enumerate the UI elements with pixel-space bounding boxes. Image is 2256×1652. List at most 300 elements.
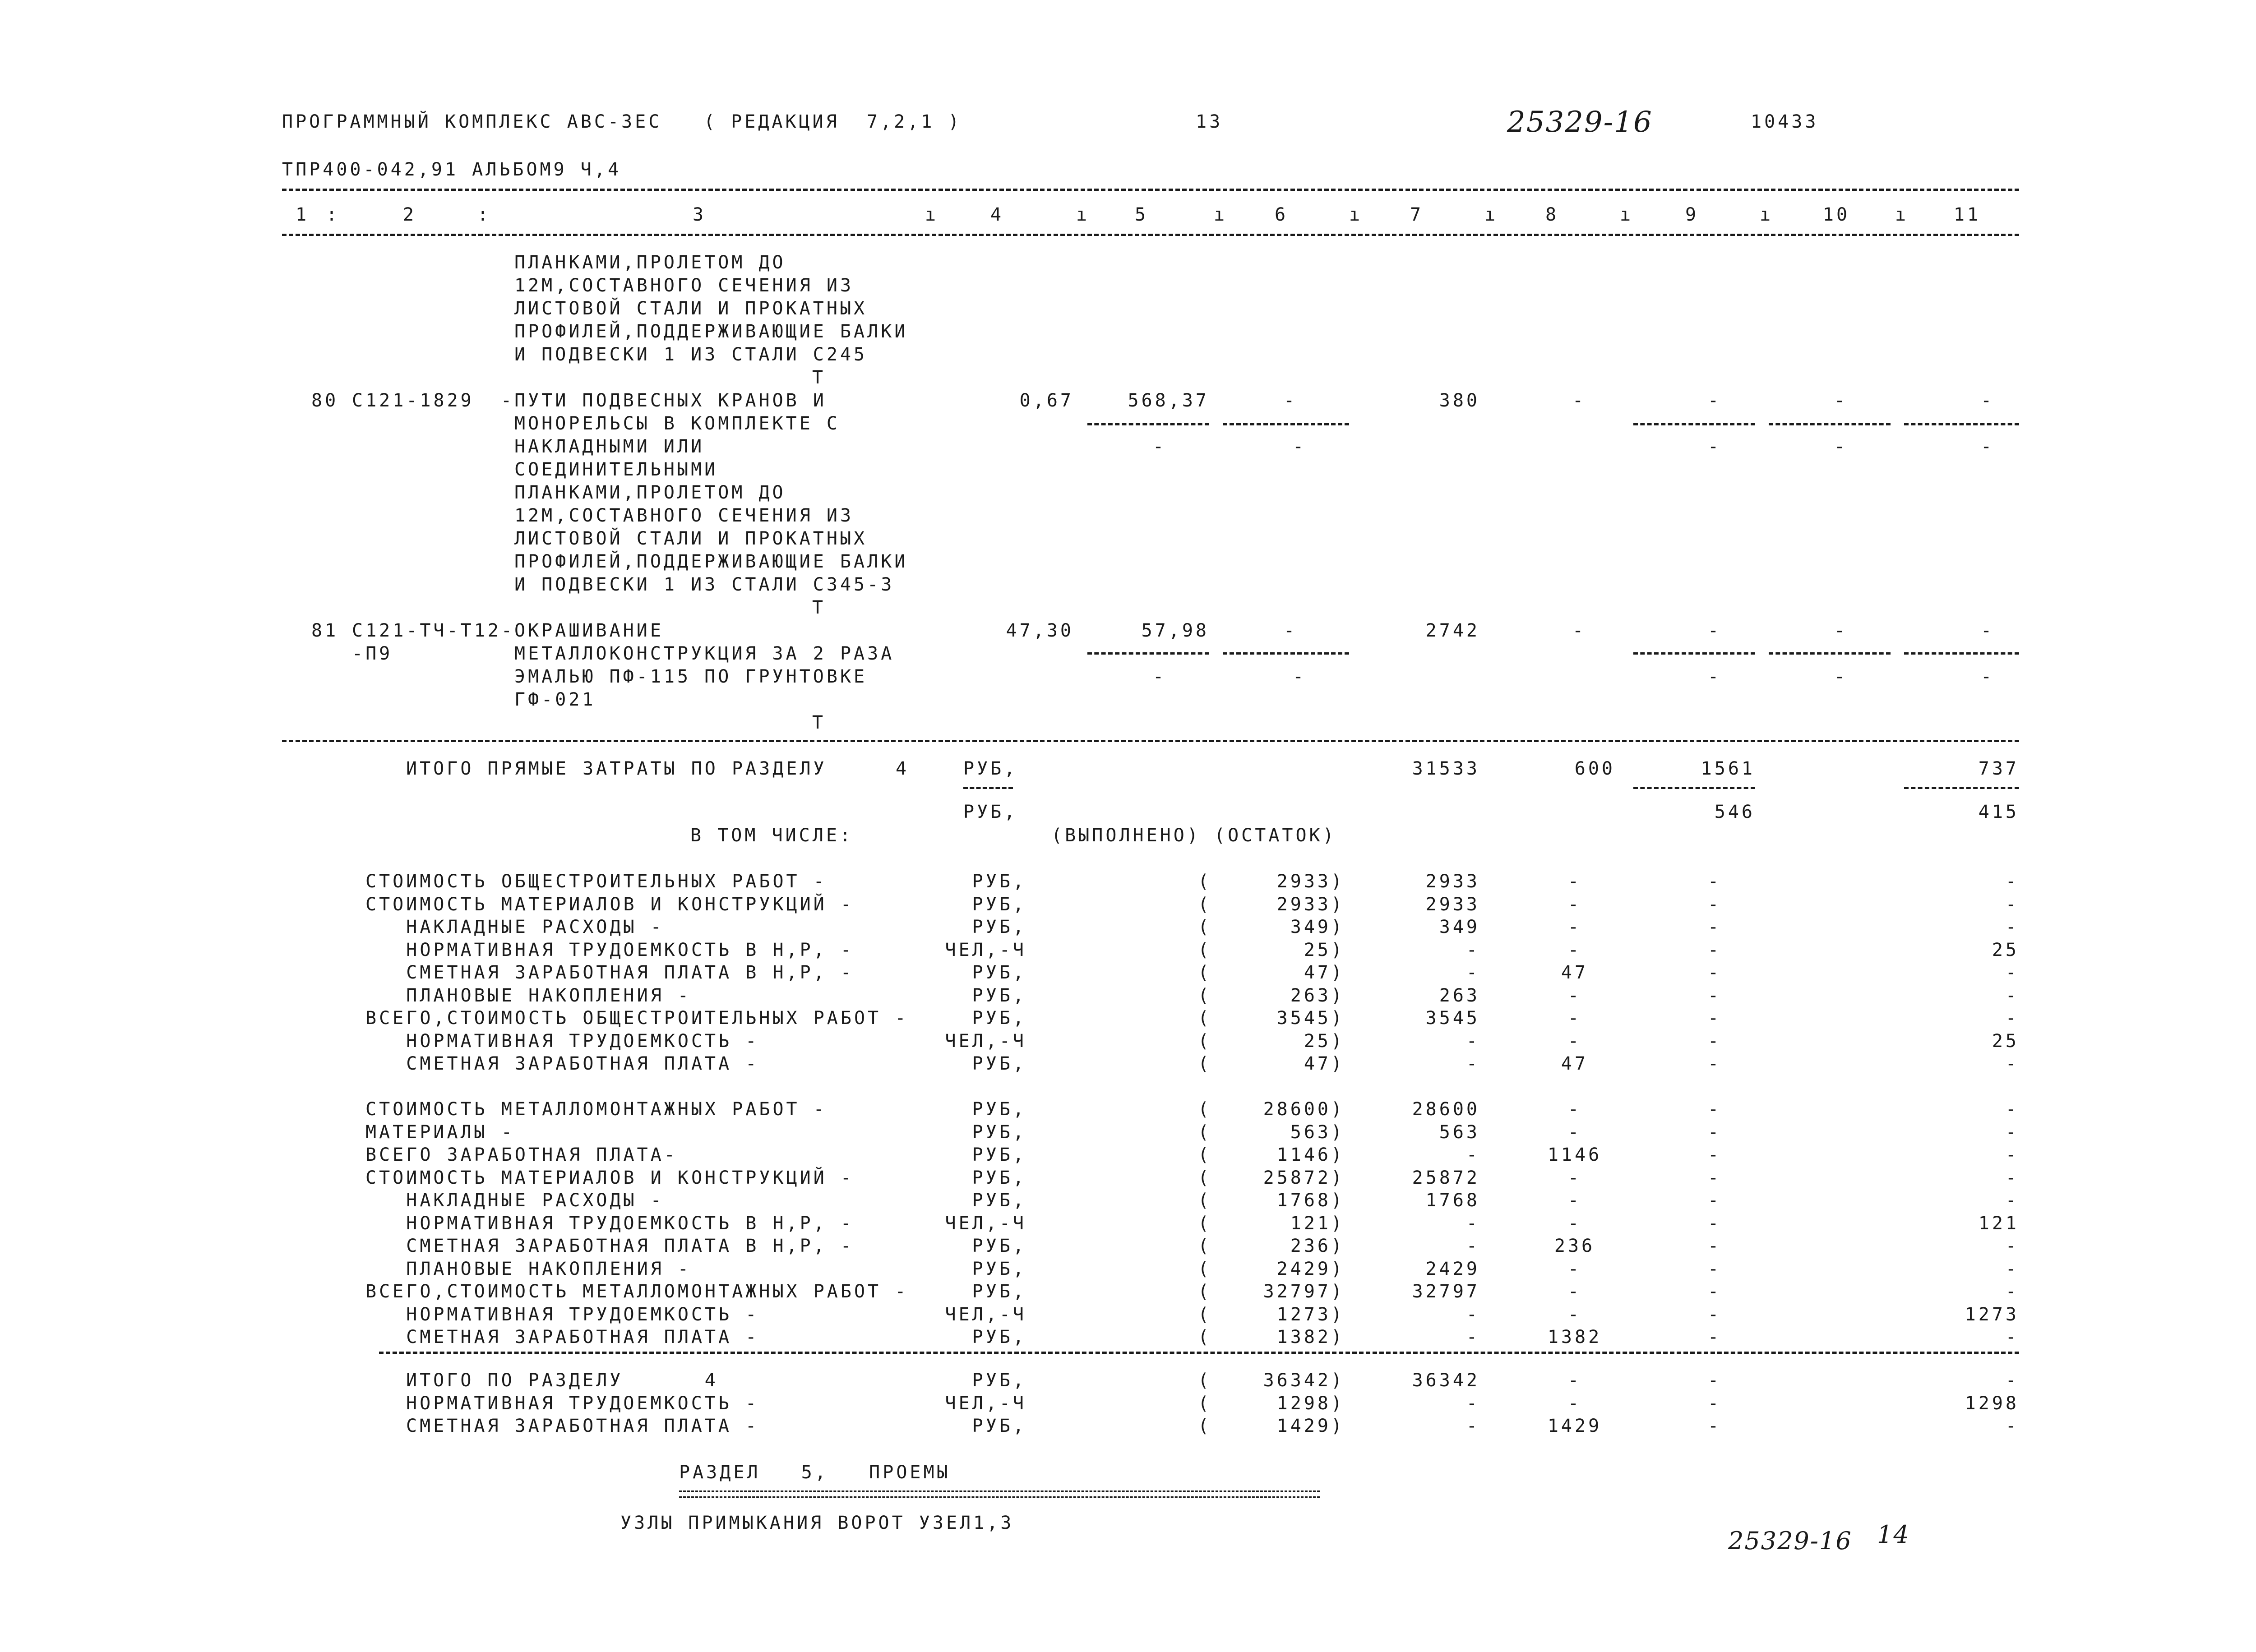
item-description-line: ПЛАНКАМИ,ПРОЛЕТОМ ДО xyxy=(514,252,786,273)
row-label: НОРМАТИВНАЯ ТРУДОЕМКОСТЬ В Н,Р, - xyxy=(365,940,854,960)
row-col8: 236 xyxy=(1554,1236,1595,1256)
row-done-open: ( xyxy=(1197,1053,1212,1074)
row-col9: - xyxy=(1707,1144,1722,1165)
row-label: ПЛАНОВЫЕ НАКОПЛЕНИЯ - xyxy=(365,985,691,1006)
direct2-col9: 546 xyxy=(1714,802,1755,822)
row-done-value: 1429 xyxy=(1276,1416,1331,1436)
value-dash: - xyxy=(1292,666,1307,687)
col-num-7: 7 xyxy=(1410,204,1424,225)
row-done-close: ) xyxy=(1331,1008,1345,1029)
row-col11: - xyxy=(2005,1167,2019,1188)
row-col11: - xyxy=(2005,1122,2019,1143)
row-done-value: 2933 xyxy=(1276,871,1331,892)
value-dash: - xyxy=(1980,666,1995,687)
row-done-value: 32797 xyxy=(1263,1281,1331,1302)
row-col11: 25 xyxy=(1992,940,2019,960)
row-done-value: 47 xyxy=(1304,1053,1331,1074)
col-num-11: 11 xyxy=(1953,204,1981,225)
row-col7: - xyxy=(1466,1393,1480,1414)
row-col8: 1382 xyxy=(1547,1327,1602,1347)
row-done-close: ) xyxy=(1331,1259,1345,1279)
item-quantity: 47,30 xyxy=(1006,620,1074,641)
row-label: СТОИМОСТЬ МЕТАЛЛОМОНТАЖНЫХ РАБОТ - xyxy=(365,1099,827,1120)
row-col7: 263 xyxy=(1439,985,1480,1006)
row-col9: - xyxy=(1707,917,1722,937)
row-label: ВСЕГО,СТОИМОСТЬ МЕТАЛЛОМОНТАЖНЫХ РАБОТ - xyxy=(365,1281,909,1302)
album-label: ТПР400-042,91 АЛЬБОМ9 Ч,4 xyxy=(282,159,622,180)
row-done-open: ( xyxy=(1197,940,1212,960)
row-col9: - xyxy=(1707,871,1722,892)
row-col11: 25 xyxy=(1992,1031,2019,1052)
value-dash: - xyxy=(1707,390,1722,411)
col-separator: ı xyxy=(1349,204,1363,225)
row-label: НАКЛАДНЫЕ РАСХОДЫ - xyxy=(365,917,664,937)
row-done-value: 236 xyxy=(1290,1236,1331,1256)
col-separator: ı xyxy=(1760,204,1774,225)
row-unit: РУБ, xyxy=(972,917,1026,937)
row-col11: - xyxy=(2005,1099,2019,1120)
row-done-open: ( xyxy=(1197,1304,1212,1325)
row-col11: - xyxy=(2005,1053,2019,1074)
row-col7: - xyxy=(1466,1053,1480,1074)
section-number: 4 xyxy=(896,758,910,779)
fraction-rule xyxy=(1223,652,1349,655)
edition-label: ( РЕДАКЦИЯ 7,2,1 ) xyxy=(704,111,962,132)
row-col11: - xyxy=(2005,871,2019,892)
row-unit: РУБ, xyxy=(972,871,1026,892)
row-label: СМЕТНАЯ ЗАРАБОТНАЯ ПЛАТА В Н,Р, - xyxy=(365,962,854,983)
row-col8: - xyxy=(1567,917,1582,937)
row-label: СМЕТНАЯ ЗАРАБОТНАЯ ПЛАТА - xyxy=(365,1327,759,1347)
item-description-line: 12М,СОСТАВНОГО СЕЧЕНИЯ ИЗ xyxy=(514,505,854,526)
row-col11: - xyxy=(2005,1259,2019,1279)
item-description-line: СОЕДИНИТЕЛЬНЫМИ xyxy=(514,459,718,480)
col-separator: ı xyxy=(1076,204,1090,225)
row-col9: - xyxy=(1707,1122,1722,1143)
row-col8: - xyxy=(1567,1304,1582,1325)
item-description-line: МЕТАЛЛОКОНСТРУКЦИЯ ЗА 2 РАЗА xyxy=(514,643,895,664)
row-done-close: ) xyxy=(1331,894,1345,915)
row-done-open: ( xyxy=(1197,962,1212,983)
unit-label: РУБ, xyxy=(963,802,1018,822)
row-col9: - xyxy=(1707,1008,1722,1029)
row-col11: - xyxy=(2005,1236,2019,1256)
row-done-close: ) xyxy=(1331,871,1345,892)
value-dash: - xyxy=(1572,390,1586,411)
row-done-open: ( xyxy=(1197,1190,1212,1211)
row-done-value: 36342 xyxy=(1263,1370,1331,1391)
row-done-open: ( xyxy=(1197,1393,1212,1414)
row-label: СМЕТНАЯ ЗАРАБОТНАЯ ПЛАТА - xyxy=(406,1416,759,1436)
row-unit: РУБ, xyxy=(972,962,1026,983)
direct-total: 31533 xyxy=(1412,758,1480,779)
row-unit: РУБ, xyxy=(972,1099,1026,1120)
row-done-value: 25 xyxy=(1304,940,1331,960)
row-done-open: ( xyxy=(1197,1144,1212,1165)
unit-label: РУБ, xyxy=(963,758,1018,779)
row-done-open: ( xyxy=(1197,917,1212,937)
row-done-value: 2933 xyxy=(1276,894,1331,915)
row-col7: - xyxy=(1466,1236,1480,1256)
item-description-line: ОКРАШИВАНИЕ xyxy=(514,620,664,641)
row-done-close: ) xyxy=(1331,1393,1345,1414)
item-description-line: ПРОФИЛЕЙ,ПОДДЕРЖИВАЮЩИЕ БАЛКИ xyxy=(514,321,908,342)
col-separator: ı xyxy=(1214,204,1228,225)
row-done-open: ( xyxy=(1197,1416,1212,1436)
item-description-line: -ПУТИ ПОДВЕСНЫХ КРАНОВ И xyxy=(501,390,827,411)
row-col8: - xyxy=(1567,1393,1582,1414)
section5-title: РАЗДЕЛ 5, ПРОЕМЫ xyxy=(679,1462,951,1483)
row-done-open: ( xyxy=(1197,1236,1212,1256)
section5-subtitle: УЗЛЫ ПРИМЫКАНИЯ ВОРОТ УЗЕЛ1,3 xyxy=(620,1513,1014,1533)
row-label: СМЕТНАЯ ЗАРАБОТНАЯ ПЛАТА В Н,Р, - xyxy=(365,1236,854,1256)
row-unit: РУБ, xyxy=(972,1281,1026,1302)
row-done-value: 1146 xyxy=(1276,1144,1331,1165)
row-col8: 1146 xyxy=(1547,1144,1602,1165)
value-dash: - xyxy=(1152,666,1167,687)
col-separator: : xyxy=(477,204,491,225)
row-col11: - xyxy=(2005,917,2019,937)
row-col11: - xyxy=(2005,1416,2019,1436)
row-col7: 349 xyxy=(1439,917,1480,937)
item-number: 80 xyxy=(311,390,339,411)
row-col8: - xyxy=(1567,940,1582,960)
row-unit: РУБ, xyxy=(972,1259,1026,1279)
row-done-close: ) xyxy=(1331,1236,1345,1256)
fraction-rule xyxy=(963,787,1013,789)
item-description-line: И ПОДВЕСКИ 1 ИЗ СТАЛИ С245 xyxy=(514,344,868,365)
row-done-value: 349 xyxy=(1290,917,1331,937)
row-done-open: ( xyxy=(1197,1167,1212,1188)
row-done-close: ) xyxy=(1331,1370,1345,1391)
col-separator: ı xyxy=(1895,204,1909,225)
row-col7: 2933 xyxy=(1425,871,1480,892)
row-done-value: 1768 xyxy=(1276,1190,1331,1211)
row-unit: РУБ, xyxy=(972,1008,1026,1029)
row-col7: 36342 xyxy=(1412,1370,1480,1391)
done-remaining-label: (ВЫПОЛНЕНО) (ОСТАТОК) xyxy=(1051,825,1336,846)
row-col7: - xyxy=(1466,1213,1480,1234)
value-dash: - xyxy=(1834,390,1848,411)
row-label: СТОИМОСТЬ МАТЕРИАЛОВ И КОНСТРУКЦИЙ - xyxy=(365,894,854,915)
direct2-col11: 415 xyxy=(1978,802,2019,822)
row-done-close: ) xyxy=(1331,1053,1345,1074)
item-unit-price: 57,98 xyxy=(1141,620,1209,641)
row-done-close: ) xyxy=(1331,1281,1345,1302)
row-label: МАТЕРИАЛЫ - xyxy=(365,1122,515,1143)
row-col9: - xyxy=(1707,1370,1722,1391)
row-label: ИТОГО ПО РАЗДЕЛУ 4 xyxy=(406,1370,718,1391)
row-unit: ЧЕЛ,-Ч xyxy=(945,1393,1026,1414)
row-col7: - xyxy=(1466,1031,1480,1052)
row-label: ВСЕГО,СТОИМОСТЬ ОБЩЕСТРОИТЕЛЬНЫХ РАБОТ - xyxy=(365,1008,909,1029)
item-description-line: ЭМАЛЬЮ ПФ-115 ПО ГРУНТОВКЕ xyxy=(514,666,868,687)
including-label: В ТОМ ЧИСЛЕ: xyxy=(690,825,853,846)
fraction-rule xyxy=(1223,423,1349,425)
col-num-8: 8 xyxy=(1545,204,1559,225)
row-col11: - xyxy=(2005,1008,2019,1029)
row-done-value: 25872 xyxy=(1263,1167,1331,1188)
row-done-close: ) xyxy=(1331,1122,1345,1143)
header-rule-bottom xyxy=(282,234,2019,236)
row-done-value: 28600 xyxy=(1263,1099,1331,1120)
row-done-value: 121 xyxy=(1290,1213,1331,1234)
row-done-open: ( xyxy=(1197,1031,1212,1052)
item-description-line: ГФ-021 xyxy=(514,689,596,710)
row-done-close: ) xyxy=(1331,962,1345,983)
section-total-rule xyxy=(379,1352,2019,1354)
col-separator: ı xyxy=(925,204,939,225)
item-unit-price: 568,37 xyxy=(1128,390,1209,411)
item-description-line: НАКЛАДНЫМИ ИЛИ xyxy=(514,436,705,457)
row-col11: - xyxy=(2005,894,2019,915)
row-done-open: ( xyxy=(1197,1213,1212,1234)
value-dash: - xyxy=(1834,620,1848,641)
direct-costs-label: ИТОГО ПРЯМЫЕ ЗАТРАТЫ ПО РАЗДЕЛУ xyxy=(406,758,827,779)
row-unit: РУБ, xyxy=(972,1053,1026,1074)
fraction-rule xyxy=(1769,423,1891,425)
value-dash: - xyxy=(1980,620,1995,641)
row-col8: - xyxy=(1567,871,1582,892)
value-dash: - xyxy=(1980,390,1995,411)
row-col11: - xyxy=(2005,1327,2019,1347)
row-col8: - xyxy=(1567,1122,1582,1143)
row-col8: - xyxy=(1567,1213,1582,1234)
row-label: ВСЕГО ЗАРАБОТНАЯ ПЛАТА- xyxy=(365,1144,678,1165)
row-col8: 47 xyxy=(1561,1053,1589,1074)
row-col11: - xyxy=(2005,1144,2019,1165)
row-col9: - xyxy=(1707,1416,1722,1436)
col-num-9: 9 xyxy=(1685,204,1699,225)
item-number: 81 xyxy=(311,620,339,641)
fraction-rule xyxy=(1904,787,2019,789)
row-col8: - xyxy=(1567,1190,1582,1211)
row-unit: РУБ, xyxy=(972,1416,1026,1436)
row-unit: ЧЕЛ,-Ч xyxy=(945,1213,1026,1234)
row-unit: РУБ, xyxy=(972,1370,1026,1391)
item-description-line: ЛИСТОВОЙ СТАЛИ И ПРОКАТНЫХ xyxy=(514,298,868,319)
item-description-line: ЛИСТОВОЙ СТАЛИ И ПРОКАТНЫХ xyxy=(514,528,868,549)
direct-col9: 1561 xyxy=(1701,758,1755,779)
row-col8: 1429 xyxy=(1547,1416,1602,1436)
row-unit: РУБ, xyxy=(972,1190,1026,1211)
direct-col8: 600 xyxy=(1574,758,1615,779)
item-description-line: 12М,СОСТАВНОГО СЕЧЕНИЯ ИЗ xyxy=(514,275,854,296)
fraction-rule xyxy=(1769,652,1891,655)
item-description-line: И ПОДВЕСКИ 1 ИЗ СТАЛИ С345-3 xyxy=(514,574,895,595)
row-label: НАКЛАДНЫЕ РАСХОДЫ - xyxy=(365,1190,664,1211)
header-rule-top xyxy=(282,189,2019,191)
col-separator: ı xyxy=(1484,204,1498,225)
row-label: СТОИМОСТЬ ОБЩЕСТРОИТЕЛЬНЫХ РАБОТ - xyxy=(365,871,827,892)
row-col7: - xyxy=(1466,962,1480,983)
item-mark: Т xyxy=(812,712,826,733)
row-done-open: ( xyxy=(1197,1281,1212,1302)
row-col11: 1273 xyxy=(1965,1304,2019,1325)
value-dash: - xyxy=(1707,666,1722,687)
item-description-line: ПЛАНКАМИ,ПРОЛЕТОМ ДО xyxy=(514,482,786,503)
row-col11: - xyxy=(2005,1370,2019,1391)
handwritten-doc-number: 25329-16 xyxy=(1507,106,1653,139)
row-col8: - xyxy=(1567,1031,1582,1052)
col-num-10: 10 xyxy=(1822,204,1850,225)
row-done-open: ( xyxy=(1197,1008,1212,1029)
row-col7: 2429 xyxy=(1425,1259,1480,1279)
document-code: 10433 xyxy=(1751,111,1819,132)
row-col9: - xyxy=(1707,1259,1722,1279)
row-col8: - xyxy=(1567,1008,1582,1029)
item-mark: Т xyxy=(812,597,826,618)
row-col8: - xyxy=(1567,985,1582,1006)
item-code-cont: -П9 xyxy=(352,643,393,664)
row-done-open: ( xyxy=(1197,1370,1212,1391)
row-unit: РУБ, xyxy=(972,1236,1026,1256)
fraction-rule xyxy=(1633,423,1755,425)
value-dash: - xyxy=(1283,620,1298,641)
items-end-rule xyxy=(282,740,2019,742)
row-col11: - xyxy=(2005,985,2019,1006)
row-col7: - xyxy=(1466,940,1480,960)
value-dash: - xyxy=(1707,436,1722,457)
program-name: ПРОГРАММНЫЙ КОМПЛЕКС АВС-3ЕС xyxy=(282,111,662,132)
col-num-1: 1 xyxy=(295,204,310,225)
row-label: СМЕТНАЯ ЗАРАБОТНАЯ ПЛАТА - xyxy=(365,1053,759,1074)
row-col9: - xyxy=(1707,1327,1722,1347)
value-dash: - xyxy=(1292,436,1307,457)
row-done-value: 1273 xyxy=(1276,1304,1331,1325)
row-col9: - xyxy=(1707,1031,1722,1052)
direct-col11: 737 xyxy=(1978,758,2019,779)
row-done-close: ) xyxy=(1331,1213,1345,1234)
row-done-open: ( xyxy=(1197,1122,1212,1143)
row-col11: - xyxy=(2005,1190,2019,1211)
row-col8: - xyxy=(1567,1259,1582,1279)
row-col9: - xyxy=(1707,1167,1722,1188)
row-col7: 32797 xyxy=(1412,1281,1480,1302)
row-col9: - xyxy=(1707,894,1722,915)
col-num-2: 2 xyxy=(402,204,417,225)
row-col8: 47 xyxy=(1561,962,1589,983)
row-col7: - xyxy=(1466,1144,1480,1165)
row-done-open: ( xyxy=(1197,985,1212,1006)
row-col7: - xyxy=(1466,1304,1480,1325)
row-col7: - xyxy=(1466,1327,1480,1347)
row-label: НОРМАТИВНАЯ ТРУДОЕМКОСТЬ - xyxy=(365,1304,759,1325)
row-done-open: ( xyxy=(1197,871,1212,892)
row-unit: ЧЕЛ,-Ч xyxy=(945,1304,1026,1325)
row-col8: - xyxy=(1567,894,1582,915)
item-code: С121-1829 xyxy=(352,390,474,411)
row-unit: РУБ, xyxy=(972,1167,1026,1188)
row-col11: 121 xyxy=(1978,1213,2019,1234)
item-total: 2742 xyxy=(1425,620,1480,641)
row-done-close: ) xyxy=(1331,1031,1345,1052)
value-dash: - xyxy=(1572,620,1586,641)
item-quantity: 0,67 xyxy=(1019,390,1074,411)
row-label: СТОИМОСТЬ МАТЕРИАЛОВ И КОНСТРУКЦИЙ - xyxy=(365,1167,854,1188)
row-done-close: ) xyxy=(1331,1144,1345,1165)
row-done-close: ) xyxy=(1331,985,1345,1006)
row-unit: РУБ, xyxy=(972,894,1026,915)
row-done-close: ) xyxy=(1331,1099,1345,1120)
fraction-rule xyxy=(1087,423,1209,425)
section5-double-rule xyxy=(679,1490,1320,1498)
fraction-rule xyxy=(1904,652,2019,655)
row-col7: 28600 xyxy=(1412,1099,1480,1120)
page-number: 13 xyxy=(1196,111,1223,132)
value-dash: - xyxy=(1707,620,1722,641)
handwritten-bottom-number: 25329-16 xyxy=(1728,1527,1852,1555)
col-separator: ı xyxy=(1620,204,1634,225)
handwritten-page-number: 14 xyxy=(1877,1520,1910,1549)
row-col9: - xyxy=(1707,1304,1722,1325)
row-col7: 2933 xyxy=(1425,894,1480,915)
value-dash: - xyxy=(1980,436,1995,457)
row-col7: 3545 xyxy=(1425,1008,1480,1029)
row-done-close: ) xyxy=(1331,1416,1345,1436)
row-done-value: 1382 xyxy=(1276,1327,1331,1347)
row-col8: - xyxy=(1567,1167,1582,1188)
row-col9: - xyxy=(1707,1099,1722,1120)
row-col9: - xyxy=(1707,1236,1722,1256)
row-col7: - xyxy=(1466,1416,1480,1436)
col-num-4: 4 xyxy=(990,204,1004,225)
row-col9: - xyxy=(1707,1190,1722,1211)
row-done-open: ( xyxy=(1197,1259,1212,1279)
row-col7: 25872 xyxy=(1412,1167,1480,1188)
row-col9: - xyxy=(1707,1393,1722,1414)
row-unit: ЧЕЛ,-Ч xyxy=(945,940,1026,960)
row-done-value: 1298 xyxy=(1276,1393,1331,1414)
fraction-rule xyxy=(1633,652,1755,655)
row-col9: - xyxy=(1707,1281,1722,1302)
item-total: 380 xyxy=(1439,390,1480,411)
col-num-3: 3 xyxy=(692,204,707,225)
col-num-5: 5 xyxy=(1134,204,1149,225)
value-dash: - xyxy=(1834,436,1848,457)
row-unit: РУБ, xyxy=(972,1327,1026,1347)
row-col9: - xyxy=(1707,1213,1722,1234)
row-done-value: 25 xyxy=(1304,1031,1331,1052)
col-num-6: 6 xyxy=(1274,204,1289,225)
row-unit: РУБ, xyxy=(972,985,1026,1006)
row-done-value: 2429 xyxy=(1276,1259,1331,1279)
row-done-value: 263 xyxy=(1290,985,1331,1006)
value-dash: - xyxy=(1283,390,1298,411)
item-description-line: МОНОРЕЛЬСЫ В КОМПЛЕКТЕ С xyxy=(514,413,840,434)
row-col9: - xyxy=(1707,962,1722,983)
value-dash: - xyxy=(1834,666,1848,687)
item-mark: Т xyxy=(812,367,826,388)
row-col9: - xyxy=(1707,985,1722,1006)
row-label: НОРМАТИВНАЯ ТРУДОЕМКОСТЬ - xyxy=(365,1031,759,1052)
row-col8: - xyxy=(1567,1370,1582,1391)
fraction-rule xyxy=(1633,787,1755,789)
row-col11: - xyxy=(2005,962,2019,983)
row-done-close: ) xyxy=(1331,1190,1345,1211)
row-col7: 1768 xyxy=(1425,1190,1480,1211)
row-col8: - xyxy=(1567,1281,1582,1302)
row-col9: - xyxy=(1707,1053,1722,1074)
row-done-value: 3545 xyxy=(1276,1008,1331,1029)
row-done-value: 47 xyxy=(1304,962,1331,983)
row-done-open: ( xyxy=(1197,1327,1212,1347)
row-label: НОРМАТИВНАЯ ТРУДОЕМКОСТЬ - xyxy=(406,1393,759,1414)
row-col8: - xyxy=(1567,1099,1582,1120)
row-done-open: ( xyxy=(1197,1099,1212,1120)
row-unit: ЧЕЛ,-Ч xyxy=(945,1031,1026,1052)
row-label: ПЛАНОВЫЕ НАКОПЛЕНИЯ - xyxy=(365,1259,691,1279)
